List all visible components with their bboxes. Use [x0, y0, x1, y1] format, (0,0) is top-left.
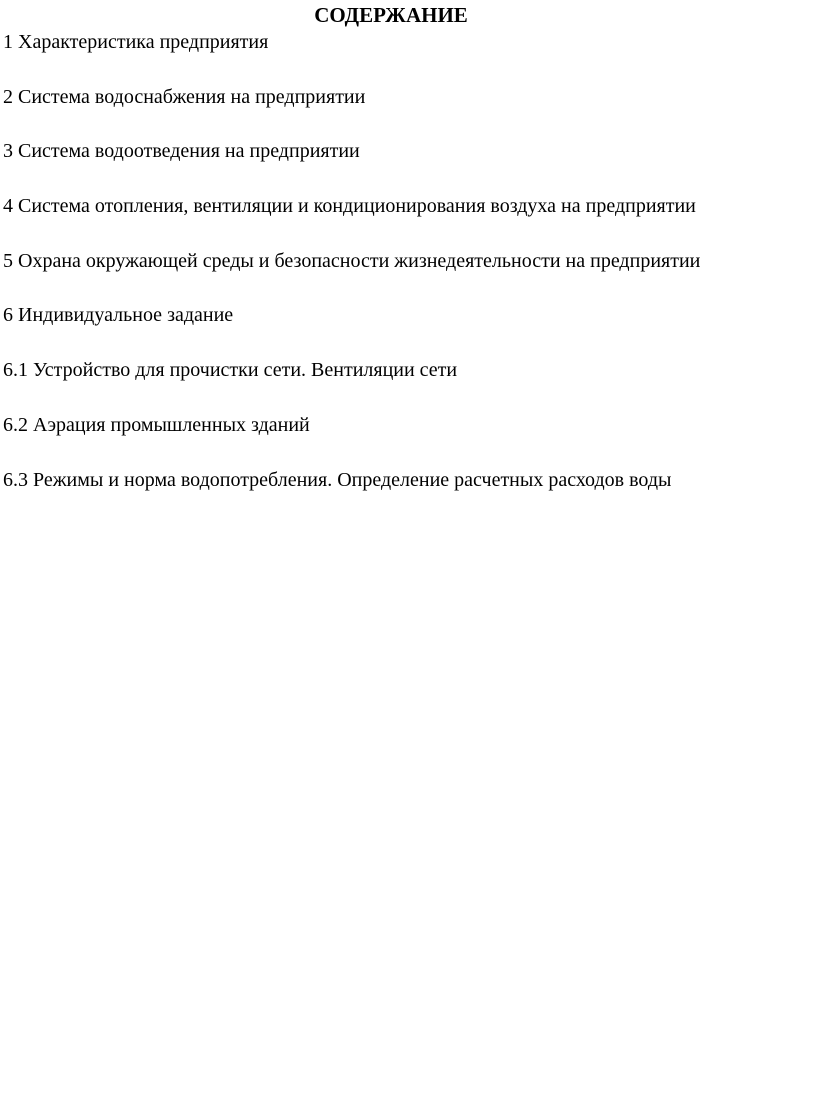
toc-entry-5: 5 Охрана окружающей среды и безопасности жизнедеятельности на предприятии — [3, 249, 701, 272]
toc-entry-3: 3 Система водоотведения на предприятии — [3, 140, 360, 163]
table-of-contents — [3, 29, 700, 521]
toc-entry-2: 2 Система водоснабжения на предприятии — [3, 85, 366, 108]
toc-entry-4: 4 Система отопления, вентиляции и кондиционирования воздуха на предприятии — [3, 195, 696, 218]
toc-entry-6: 6 Индивидуальное задание — [3, 304, 234, 327]
toc-entry-6-3: 6.3 Режимы и норма водопотребления. Определение расчетных расходов воды — [3, 468, 672, 491]
page-title: СОДЕРЖАНИЕ — [314, 3, 468, 27]
toc-entry-6-1: 6.1 Устройство для прочистки сети. Вентиляции сети — [3, 359, 458, 382]
toc-entry-6-2: 6.2 Аэрация промышленных зданий — [3, 413, 310, 436]
toc-entry-1: 1 Характеристика предприятия — [3, 31, 269, 53]
